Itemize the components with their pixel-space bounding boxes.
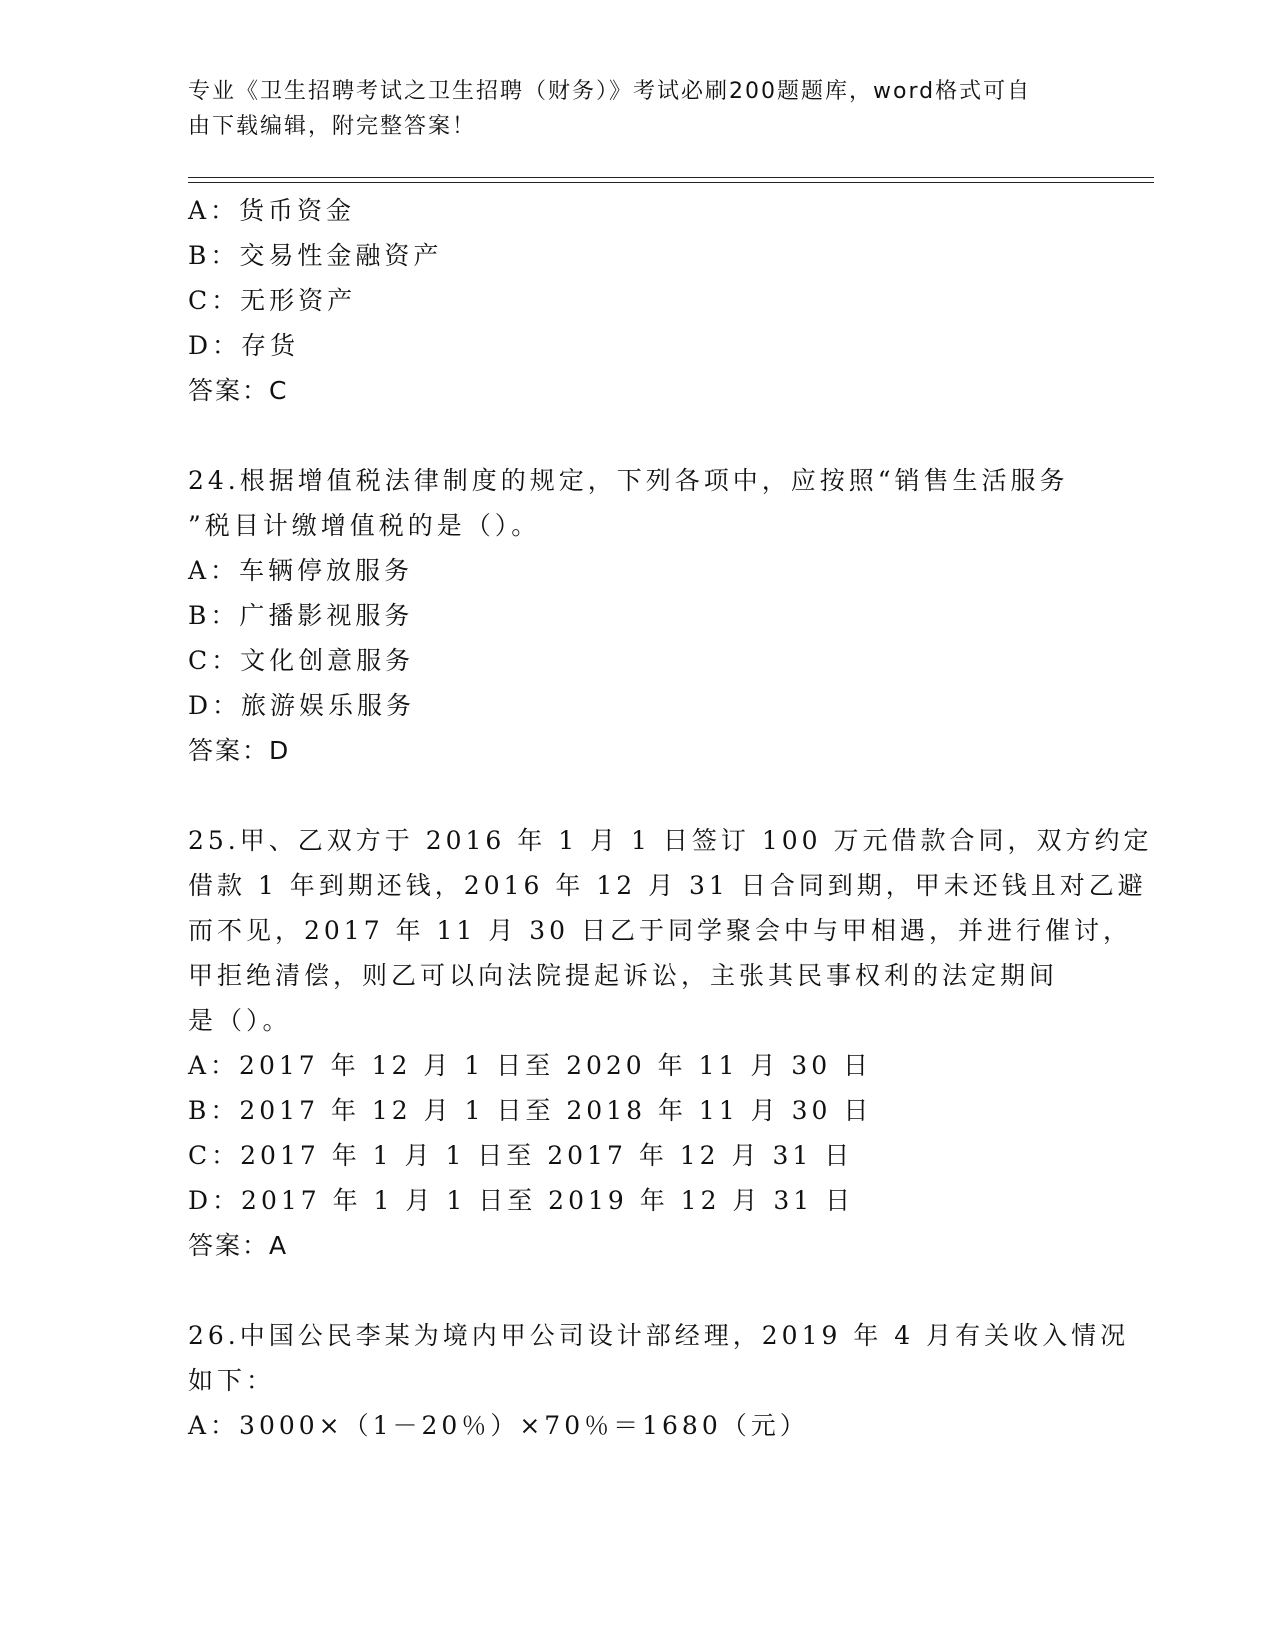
q26-stem-line-2: 如下： xyxy=(188,1366,276,1395)
q26-option-a: A：3000×（1－20％）×70％＝1680（元） xyxy=(188,1411,809,1440)
q24-option-d: D：旅游娱乐服务 xyxy=(188,691,416,720)
q23-option-b: B：交易性金融资产 xyxy=(188,241,443,270)
q25-stem-line-2: 借款 1 年到期还钱，2016 年 12 月 31 日合同到期，甲未还钱且对乙避 xyxy=(188,871,1147,900)
q25-stem-line-5: 是（）。 xyxy=(188,1006,292,1035)
header-rule-top xyxy=(188,177,1154,178)
header-rule-bottom xyxy=(188,182,1154,183)
q25-option-d: D：2017 年 1 月 1 日至 2019 年 12 月 31 日 xyxy=(188,1186,855,1215)
header-line-2: 由下载编辑，附完整答案！ xyxy=(188,114,477,139)
document-header xyxy=(188,74,1088,144)
q23-answer: 答案：C xyxy=(188,376,289,405)
q26-stem-line-1: 26.中国公民李某为境内甲公司设计部经理，2019 年 4 月有关收入情况 xyxy=(188,1321,1130,1350)
q24-stem-line-2: ”税目计缴增值税的是（）。 xyxy=(188,511,541,540)
q25-answer: 答案：A xyxy=(188,1231,289,1260)
q23-option-a: A：货币资金 xyxy=(188,196,356,225)
q25-option-b: B：2017 年 12 月 1 日至 2018 年 11 月 30 日 xyxy=(188,1096,873,1125)
q24-stem-line-1: 24.根据增值税法律制度的规定，下列各项中，应按照“销售生活服务 xyxy=(188,466,1069,495)
q24-option-a: A：车辆停放服务 xyxy=(188,556,414,585)
q24-option-c: C：文化创意服务 xyxy=(188,646,415,675)
q25-stem-line-1: 25.甲、乙双方于 2016 年 1 月 1 日签订 100 万元借款合同，双方约定 xyxy=(188,826,1153,855)
q25-option-a: A：2017 年 12 月 1 日至 2020 年 11 月 30 日 xyxy=(188,1051,873,1080)
q25-stem-line-4: 甲拒绝清偿，则乙可以向法院提起诉讼，主张其民事权利的法定期间 xyxy=(188,961,1059,990)
q23-option-c: C：无形资产 xyxy=(188,286,357,315)
q23-option-d: D：存货 xyxy=(188,331,300,360)
q25-stem-line-3: 而不见，2017 年 11 月 30 日乙于同学聚会中与甲相遇，并进行催讨， xyxy=(188,916,1132,945)
header-line-1: 专业《卫生招聘考试之卫生招聘（财务）》考试必刷200题题库，word格式可自 xyxy=(188,79,1032,104)
q24-option-b: B：广播影视服务 xyxy=(188,601,414,630)
q24-answer: 答案：D xyxy=(188,736,291,765)
q25-option-c: C：2017 年 1 月 1 日至 2017 年 12 月 31 日 xyxy=(188,1141,854,1170)
